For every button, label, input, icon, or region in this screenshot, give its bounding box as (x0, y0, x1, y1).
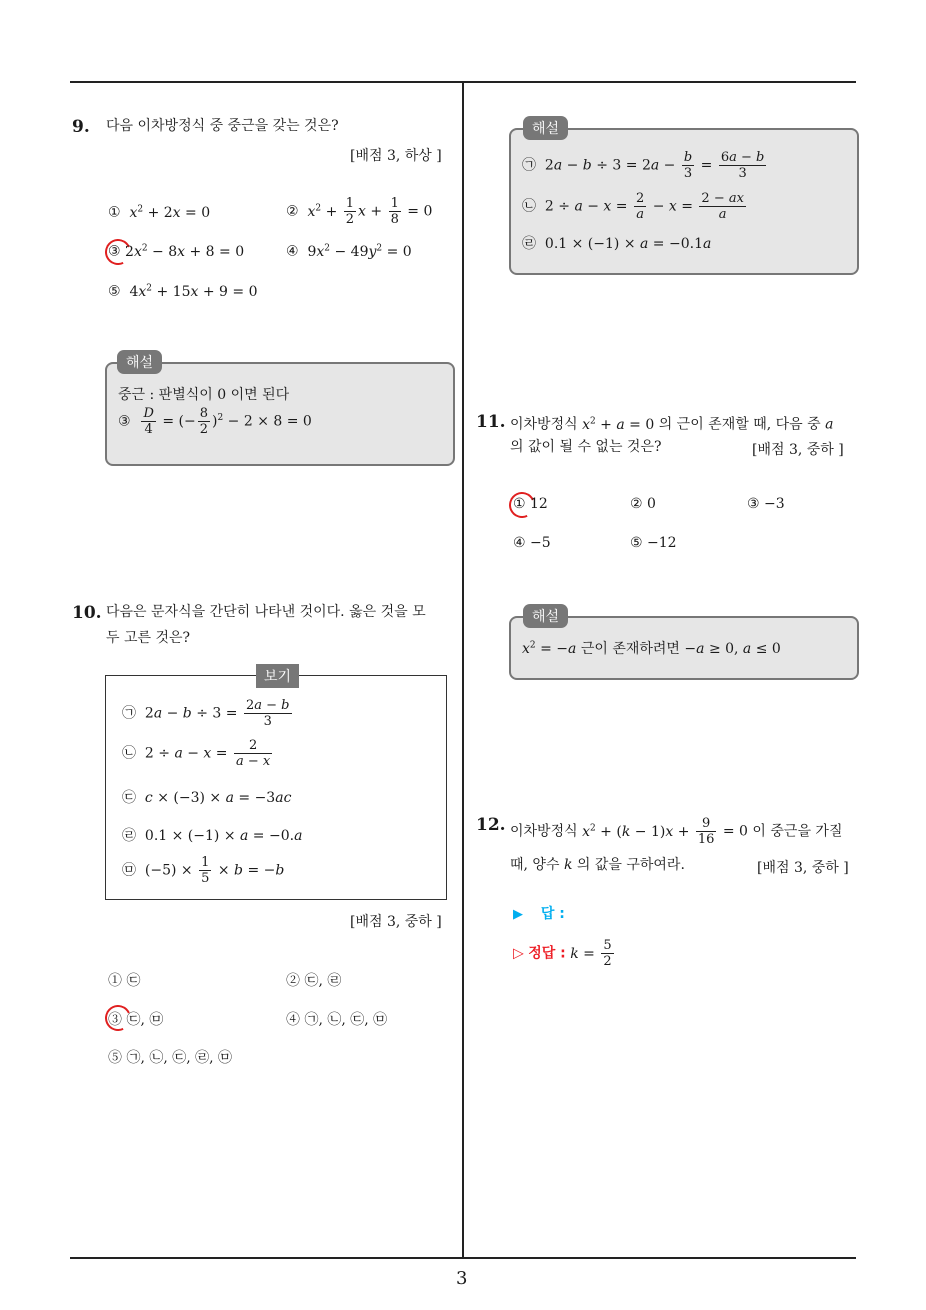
q10-bogi-item-4: ㉣ 0.1 × (−1) × a = −0.a (122, 828, 303, 844)
q9-option-2[interactable]: ② $x^2$ + $\frac{1}{2}$ x + $\frac{1}{8}$ = 0 (286, 196, 433, 227)
q9-explanation-line2: ③ $\frac{D}{4}$ = (− $\frac{8}{2}$ )$^2$ − 2 × 8 = 0 (118, 406, 312, 437)
q9-score: [배점 3, 하상 ] (350, 148, 442, 164)
q10-explanation-line2: ㉡ 2 ÷ a − x = $\frac{2}{a}$ − x = $\frac{2 - ax}{a}$ (522, 191, 744, 222)
q11-explanation-line: $x^2 = -a$ 근이 존재하려면 −a ≥ 0, a ≤ 0 (522, 640, 781, 657)
q11-option-5[interactable]: ⑤ −12 (630, 535, 677, 551)
q9-number: 9. (72, 117, 90, 137)
q10-question-line1: 다음은 문자식을 간단히 나타낸 것이다. 옳은 것을 모 (106, 604, 426, 620)
q10-option-5[interactable]: ⑤ ㉠, ㉡, ㉢, ㉣, ㉤ (108, 1050, 233, 1066)
q10-bogi-item-1: ㉠ 2a − b ÷ 3 = $\frac{2a - b}{3}$ (122, 698, 290, 729)
q10-question-line2: 두 고른 것은? (106, 630, 191, 646)
q12-score: [배점 3, 중하 ] (757, 860, 849, 876)
q10-explanation-tag: 해설 (523, 116, 568, 140)
page-number: 3 (456, 1268, 468, 1289)
q12-number: 12. (476, 815, 506, 835)
q10-explanation-line1: ㉠ 2a − b ÷ 3 = 2a − $\frac{b}{3}$ = $\frac{6a - b}{3}$ (522, 150, 765, 181)
q11-score: [배점 3, 중하 ] (752, 442, 844, 458)
q9-explanation-line1: 중근 : 판별식이 0 이면 된다 (118, 387, 290, 403)
column-divider (462, 83, 464, 1258)
q10-bogi-tag: 보기 (256, 664, 299, 688)
q11-option-2[interactable]: ② 0 (630, 496, 656, 512)
q11-question-line2: 의 값이 될 수 없는 것은? (510, 439, 662, 455)
q10-bogi-item-5: ㉤ (−5) × $\frac{1}{5}$ × b = −b (122, 855, 285, 886)
q10-option-1[interactable]: ① ㉢ (108, 973, 141, 989)
q9-option-1[interactable]: ① $x^2 + 2x = 0$ (108, 204, 211, 221)
q10-option-4[interactable]: ④ ㉠, ㉡, ㉢, ㉤ (286, 1012, 388, 1028)
q10-explanation-line3: ㉣ 0.1 × (−1) × a = −0.1a (522, 236, 712, 252)
q11-option-4[interactable]: ④ −5 (513, 535, 551, 551)
q11-number: 11. (476, 412, 506, 432)
q9-option-4[interactable]: ④ $9x^2 - 49y^2 = 0$ (286, 243, 412, 260)
q12-question-line1: 이차방정식 $x^2 + (k - 1)x$ + $\frac{9}{16}$ = 0 이 중근을 가질 (510, 816, 843, 848)
q10-number: 10. (72, 603, 102, 623)
bottom-rule (70, 1257, 856, 1259)
q9-option-5[interactable]: ⑤ $4x^2 + 15x + 9 = 0$ (108, 283, 258, 300)
q10-score: [배점 3, 중하 ] (350, 914, 442, 930)
q12-correct-row: ▷ 정답 : k = $\frac{5}{2}$ (513, 938, 612, 969)
play-outline-icon: ▷ (513, 945, 524, 962)
q10-bogi-item-3: ㉢ c × (−3) × a = −3ac (122, 790, 292, 806)
correct-label: 정답 : (528, 945, 566, 962)
q11-option-1[interactable]: ① 12 (513, 496, 548, 512)
q9-option-3[interactable]: ③ $2x^2 - 8x + 8 = 0$ (108, 243, 245, 260)
q10-option-3[interactable]: ③ ㉢, ㉤ (108, 1012, 164, 1028)
q12-question-line2: 때, 양수 k 의 값을 구하여라. (510, 857, 685, 873)
q12-answer-row[interactable] (513, 903, 565, 923)
q11-explanation-tag: 해설 (523, 604, 568, 628)
q9-explanation-tag: 해설 (117, 350, 162, 374)
q10-option-2[interactable]: ② ㉢, ㉣ (286, 973, 342, 989)
q11-question-line1: 이차방정식 $x^2 + a = 0$ 의 근이 존재할 때, 다음 중 a (510, 416, 834, 433)
q9-question: 다음 이차방정식 중 중근을 갖는 것은? (106, 118, 339, 134)
q11-option-3[interactable]: ③ −3 (747, 496, 785, 512)
answer-label: 답 : (540, 906, 565, 922)
play-icon: ▶ (513, 907, 523, 922)
q10-bogi-item-2: ㉡ 2 ÷ a − x = $\frac{2}{a - x}$ (122, 738, 271, 769)
